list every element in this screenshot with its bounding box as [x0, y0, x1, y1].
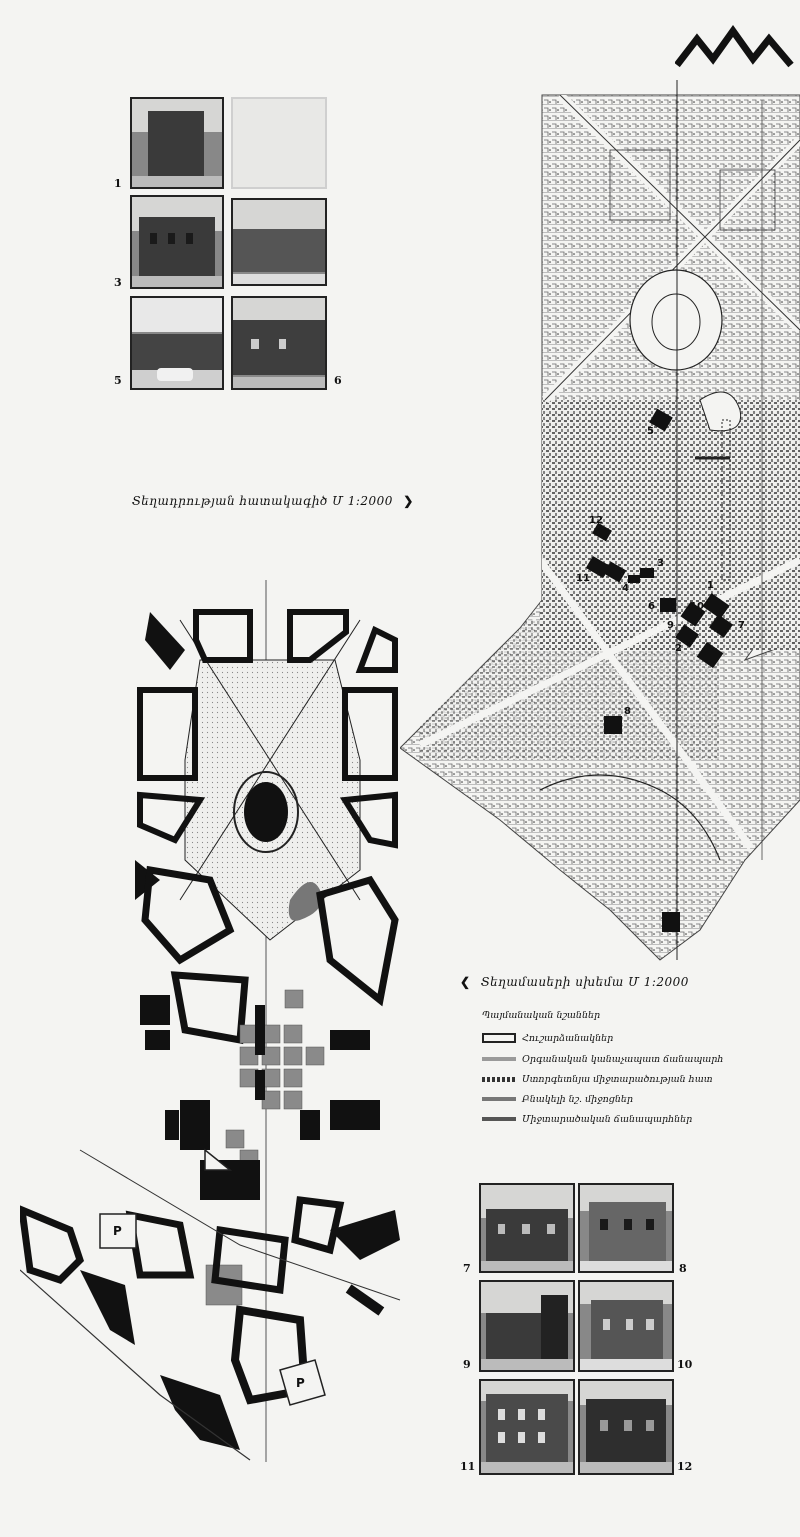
photo-label-1: 1 — [114, 177, 122, 190]
map-label-12: 12 — [589, 515, 603, 526]
photo-label-10: 10 — [677, 1358, 693, 1371]
site-plan-caption-text: Տեղադրության հատակագիծ Մ 1:2000 — [132, 494, 393, 508]
photo-9 — [479, 1280, 575, 1372]
mountains-logo — [675, 25, 795, 73]
photo-10 — [578, 1280, 674, 1372]
legend-swatch-line — [482, 1057, 516, 1061]
scheme-caption-text: Տեղամասերի սխեմա Մ 1:2000 — [480, 975, 689, 989]
legend-label: Ստորգետնյա միջտարածության հատ — [522, 1073, 713, 1085]
legend-item-underground — [482, 1072, 713, 1086]
arrow-left-icon: ❮ — [460, 975, 471, 989]
photo-2 — [231, 97, 327, 189]
legend-swatch-line — [482, 1097, 516, 1101]
photo-5 — [130, 296, 224, 390]
legend-label: Միջտարածական ճանապարհներ — [522, 1113, 693, 1125]
photo-1 — [130, 97, 224, 189]
map-label-6: 6 — [648, 601, 655, 612]
map-label-2: 2 — [675, 643, 682, 654]
photo-label-5: 5 — [114, 374, 122, 387]
map-label-8: 8 — [624, 706, 631, 717]
parking-label-1: P — [113, 1224, 122, 1238]
photo-11 — [479, 1379, 575, 1475]
photo-label-6: 6 — [334, 374, 342, 387]
photo-label-7: 7 — [463, 1262, 471, 1275]
scheme-caption — [460, 975, 689, 989]
legend-label: Հուշարձանակներ — [522, 1032, 614, 1044]
photo-label-8: 8 — [679, 1262, 687, 1275]
photo-12 — [578, 1379, 674, 1475]
legend-title: Պայմանական նշաններ — [482, 1010, 601, 1021]
legend-item-residential — [482, 1092, 633, 1106]
site-plan-caption — [132, 494, 414, 508]
map-label-9: 9 — [667, 620, 674, 631]
photo-3 — [130, 195, 224, 289]
map-label-1: 1 — [707, 580, 714, 591]
photo-6 — [231, 296, 327, 390]
arrow-right-icon: ❯ — [403, 494, 414, 508]
legend-label: Բնակելի նշ. միջոցներ — [522, 1093, 633, 1105]
city-scheme-map — [400, 80, 800, 980]
photo-label-12: 12 — [677, 1460, 693, 1473]
map-label-4: 4 — [622, 583, 629, 594]
map-label-11: 11 — [576, 573, 590, 584]
map-label-10: 10 — [690, 601, 704, 612]
legend-swatch-dashed — [482, 1077, 516, 1082]
legend-swatch-line — [482, 1117, 516, 1121]
legend-swatch-box — [482, 1033, 516, 1043]
legend-item-monuments — [482, 1031, 613, 1045]
photo-label-9: 9 — [463, 1358, 471, 1371]
site-plan-map — [20, 580, 410, 1470]
map-label-5: 5 — [647, 426, 654, 437]
legend-item-green-road — [482, 1052, 723, 1066]
photo-label-3: 3 — [114, 276, 122, 289]
legend-item-intermediate — [482, 1112, 692, 1126]
photo-7 — [479, 1183, 575, 1273]
photo-4 — [231, 198, 327, 286]
photo-8 — [578, 1183, 674, 1273]
map-label-3: 3 — [657, 558, 664, 569]
photo-label-11: 11 — [460, 1460, 476, 1473]
map-label-7: 7 — [738, 620, 745, 631]
legend-label: Օրգանական կանաչապատ ճանապարհ — [522, 1053, 724, 1065]
parking-label-2: P — [296, 1376, 305, 1390]
